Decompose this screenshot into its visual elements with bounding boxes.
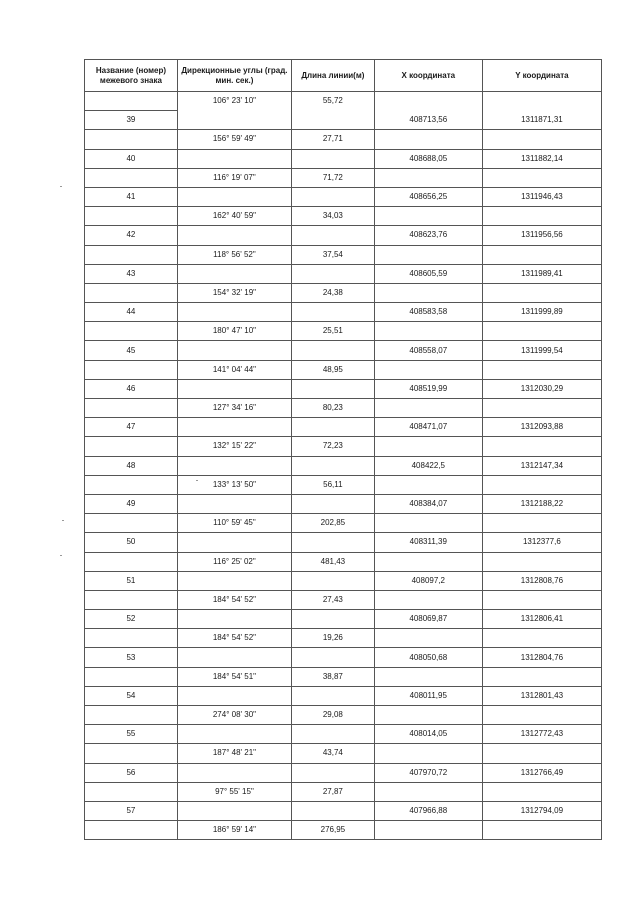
bearing-angle-cell (177, 725, 291, 744)
x-coordinate-cell: 408050,68 (374, 648, 482, 667)
line-length-cell (291, 226, 374, 245)
x-coordinate-cell (374, 514, 482, 533)
point-name-cell: 47 (85, 418, 178, 437)
boundary-coordinates-table (84, 59, 602, 840)
segment-row (85, 92, 602, 111)
line-length-cell: 72,23 (291, 437, 374, 456)
segment-row (85, 514, 602, 533)
bearing-angle-cell (177, 418, 291, 437)
y-coordinate-cell: 1312794,09 (482, 801, 601, 820)
y-coordinate-cell: 1312030,29 (482, 379, 601, 398)
point-name-cell: 50 (85, 533, 178, 552)
line-length-cell (291, 187, 374, 206)
header-x-coordinate: X координата (374, 60, 482, 92)
y-coordinate-cell: 1311871,31 (482, 111, 601, 130)
bearing-angle-cell: 132° 15' 22" (177, 437, 291, 456)
x-coordinate-cell: 408311,39 (374, 533, 482, 552)
segment-row (85, 130, 602, 149)
y-coordinate-cell (482, 667, 601, 686)
point-name-cell: 43 (85, 264, 178, 283)
bearing-angle-cell: 162° 40' 59" (177, 207, 291, 226)
line-length-cell: 56,11 (291, 475, 374, 494)
y-coordinate-cell (482, 245, 601, 264)
y-coordinate-cell: 1312804,76 (482, 648, 601, 667)
point-row (85, 648, 602, 667)
header-line-length: Длина линии(м) (291, 60, 374, 92)
point-row (85, 571, 602, 590)
line-length-cell: 48,95 (291, 360, 374, 379)
line-length-cell: 38,87 (291, 667, 374, 686)
bearing-angle-cell: 180° 47' 10" (177, 322, 291, 341)
segment-row (85, 821, 602, 840)
segment-row (85, 706, 602, 725)
y-coordinate-cell (482, 706, 601, 725)
y-coordinate-cell: 1311956,56 (482, 226, 601, 245)
point-name-cell: 55 (85, 725, 178, 744)
segment-row (85, 552, 602, 571)
x-coordinate-cell (374, 168, 482, 187)
x-coordinate-cell: 408688,05 (374, 149, 482, 168)
line-length-cell: 43,74 (291, 744, 374, 763)
line-length-cell: 481,43 (291, 552, 374, 571)
line-length-cell (291, 418, 374, 437)
bearing-angle-cell (177, 226, 291, 245)
point-name-cell: 39 (85, 111, 178, 130)
point-row (85, 149, 602, 168)
y-coordinate-cell (482, 399, 601, 418)
point-name-cell: 45 (85, 341, 178, 360)
point-row (85, 264, 602, 283)
bearing-angle-cell: 154° 32' 19" (177, 283, 291, 302)
header-bearing-angle: Дирекционные углы (град. мин. сек.) (177, 60, 291, 92)
bearing-angle-cell (177, 801, 291, 820)
x-coordinate-cell (374, 706, 482, 725)
bearing-angle-cell: 187° 48' 21" (177, 744, 291, 763)
point-name-cell (85, 322, 178, 341)
y-coordinate-cell (482, 130, 601, 149)
point-name-cell (85, 475, 178, 494)
line-length-cell: 19,26 (291, 629, 374, 648)
point-name-cell: 57 (85, 801, 178, 820)
bearing-angle-cell: 110° 59' 45" (177, 514, 291, 533)
line-length-cell: 27,43 (291, 590, 374, 609)
x-coordinate-cell: 408471,07 (374, 418, 482, 437)
header-y-coordinate: Y координата (482, 60, 601, 92)
line-length-cell (291, 379, 374, 398)
y-coordinate-cell (482, 552, 601, 571)
point-row (85, 686, 602, 705)
y-coordinate-cell: 1312772,43 (482, 725, 601, 744)
segment-row (85, 168, 602, 187)
segment-row (85, 744, 602, 763)
point-name-cell: 41 (85, 187, 178, 206)
segment-row (85, 245, 602, 264)
point-name-cell (85, 821, 178, 840)
x-coordinate-cell (374, 552, 482, 571)
bearing-angle-cell (177, 571, 291, 590)
line-length-cell (291, 725, 374, 744)
x-coordinate-cell (374, 322, 482, 341)
line-length-cell: 202,85 (291, 514, 374, 533)
table-body (85, 92, 602, 840)
point-row (85, 341, 602, 360)
line-length-cell (291, 264, 374, 283)
bearing-angle-cell: 133° 13' 50" (177, 475, 291, 494)
point-row (85, 187, 602, 206)
x-coordinate-cell (374, 667, 482, 686)
y-coordinate-cell: 1312147,34 (482, 456, 601, 475)
y-coordinate-cell: 1312766,49 (482, 763, 601, 782)
point-row (85, 303, 602, 322)
segment-row (85, 207, 602, 226)
x-coordinate-cell: 408713,56 (374, 111, 482, 130)
point-row (85, 610, 602, 629)
bearing-angle-cell (177, 264, 291, 283)
line-length-cell (291, 341, 374, 360)
x-coordinate-cell (374, 590, 482, 609)
x-coordinate-cell: 408583,58 (374, 303, 482, 322)
header-point-name: Название (номер) межевого знака (85, 60, 178, 92)
point-name-cell (85, 667, 178, 686)
scan-speck (60, 555, 62, 556)
y-coordinate-cell: 1311989,41 (482, 264, 601, 283)
point-row (85, 456, 602, 475)
x-coordinate-cell (374, 437, 482, 456)
x-coordinate-cell (374, 92, 482, 111)
x-coordinate-cell (374, 821, 482, 840)
y-coordinate-cell: 1312806,41 (482, 610, 601, 629)
y-coordinate-cell (482, 360, 601, 379)
line-length-cell: 276,95 (291, 821, 374, 840)
x-coordinate-cell: 408097,2 (374, 571, 482, 590)
bearing-angle-cell (177, 303, 291, 322)
line-length-cell: 25,51 (291, 322, 374, 341)
point-name-cell (85, 629, 178, 648)
y-coordinate-cell (482, 322, 601, 341)
point-name-cell (85, 399, 178, 418)
y-coordinate-cell (482, 514, 601, 533)
line-length-cell (291, 149, 374, 168)
x-coordinate-cell: 408422,5 (374, 456, 482, 475)
bearing-angle-cell (177, 494, 291, 513)
bearing-angle-cell: 127° 34' 16" (177, 399, 291, 418)
x-coordinate-cell (374, 782, 482, 801)
point-name-cell (85, 552, 178, 571)
y-coordinate-cell: 1311882,14 (482, 149, 601, 168)
point-name-cell (85, 782, 178, 801)
scan-speck (62, 520, 64, 521)
point-name-cell (85, 744, 178, 763)
y-coordinate-cell: 1311999,89 (482, 303, 601, 322)
y-coordinate-cell (482, 283, 601, 302)
bearing-angle-cell: 116° 19' 07" (177, 168, 291, 187)
segment-row (85, 437, 602, 456)
point-name-cell (85, 92, 178, 111)
line-length-cell: 27,87 (291, 782, 374, 801)
x-coordinate-cell: 408519,99 (374, 379, 482, 398)
bearing-angle-cell (177, 686, 291, 705)
point-name-cell (85, 130, 178, 149)
point-name-cell: 42 (85, 226, 178, 245)
point-row (85, 494, 602, 513)
x-coordinate-cell: 408605,59 (374, 264, 482, 283)
segment-row (85, 322, 602, 341)
y-coordinate-cell: 1312808,76 (482, 571, 601, 590)
point-row (85, 763, 602, 782)
bearing-angle-cell: 141° 04' 44" (177, 360, 291, 379)
segment-row (85, 283, 602, 302)
point-name-cell (85, 360, 178, 379)
segment-row (85, 590, 602, 609)
y-coordinate-cell: 1312188,22 (482, 494, 601, 513)
point-name-cell: 40 (85, 149, 178, 168)
point-name-cell: 51 (85, 571, 178, 590)
line-length-cell: 29,08 (291, 706, 374, 725)
x-coordinate-cell: 408069,87 (374, 610, 482, 629)
point-name-cell (85, 514, 178, 533)
point-name-cell (85, 706, 178, 725)
point-row (85, 226, 602, 245)
segment-row (85, 360, 602, 379)
bearing-angle-cell (177, 763, 291, 782)
point-name-cell (85, 437, 178, 456)
x-coordinate-cell: 408656,25 (374, 187, 482, 206)
line-length-cell (291, 610, 374, 629)
x-coordinate-cell (374, 130, 482, 149)
segment-row (85, 629, 602, 648)
line-length-cell: 37,54 (291, 245, 374, 264)
line-length-cell: 80,23 (291, 399, 374, 418)
point-name-cell: 52 (85, 610, 178, 629)
y-coordinate-cell: 1312093,88 (482, 418, 601, 437)
point-name-cell: 54 (85, 686, 178, 705)
segment-row (85, 475, 602, 494)
x-coordinate-cell (374, 245, 482, 264)
line-length-cell: 34,03 (291, 207, 374, 226)
x-coordinate-cell (374, 360, 482, 379)
x-coordinate-cell: 408558,07 (374, 341, 482, 360)
line-length-cell (291, 801, 374, 820)
y-coordinate-cell (482, 590, 601, 609)
x-coordinate-cell: 408623,76 (374, 226, 482, 245)
x-coordinate-cell: 407966,88 (374, 801, 482, 820)
bearing-angle-cell: 106° 23' 10" (177, 92, 291, 111)
x-coordinate-cell: 408011,95 (374, 686, 482, 705)
y-coordinate-cell: 1311946,43 (482, 187, 601, 206)
point-row (85, 418, 602, 437)
bearing-angle-cell: 156° 59' 49" (177, 130, 291, 149)
bearing-angle-cell: 116° 25' 02" (177, 552, 291, 571)
line-length-cell (291, 494, 374, 513)
point-name-cell: 49 (85, 494, 178, 513)
x-coordinate-cell (374, 629, 482, 648)
y-coordinate-cell (482, 821, 601, 840)
bearing-angle-cell: 186° 59' 14" (177, 821, 291, 840)
y-coordinate-cell: 1312801,43 (482, 686, 601, 705)
scan-speck (196, 480, 198, 481)
y-coordinate-cell: 1312377,6 (482, 533, 601, 552)
point-name-cell: 46 (85, 379, 178, 398)
table-header-row (85, 60, 602, 92)
x-coordinate-cell (374, 283, 482, 302)
point-name-cell (85, 168, 178, 187)
x-coordinate-cell (374, 207, 482, 226)
y-coordinate-cell (482, 207, 601, 226)
line-length-cell: 24,38 (291, 283, 374, 302)
line-length-cell: 27,71 (291, 130, 374, 149)
bearing-angle-cell: 184° 54' 52" (177, 629, 291, 648)
point-row (85, 725, 602, 744)
segment-row (85, 782, 602, 801)
x-coordinate-cell (374, 475, 482, 494)
bearing-angle-cell (177, 610, 291, 629)
point-name-cell: 48 (85, 456, 178, 475)
line-length-cell (291, 648, 374, 667)
point-row (85, 801, 602, 820)
y-coordinate-cell (482, 437, 601, 456)
x-coordinate-cell (374, 399, 482, 418)
scan-speck (60, 186, 62, 187)
bearing-angle-cell: 97° 55' 15" (177, 782, 291, 801)
bearing-angle-cell (177, 648, 291, 667)
line-length-cell (291, 686, 374, 705)
line-length-cell (291, 571, 374, 590)
segment-row (85, 399, 602, 418)
point-name-cell (85, 245, 178, 264)
y-coordinate-cell (482, 744, 601, 763)
line-length-cell (291, 303, 374, 322)
point-row (85, 379, 602, 398)
point-name-cell (85, 590, 178, 609)
y-coordinate-cell (482, 168, 601, 187)
bearing-angle-cell (177, 341, 291, 360)
line-length-cell: 55,72 (291, 92, 374, 111)
bearing-angle-cell (177, 187, 291, 206)
bearing-angle-cell: 118° 56' 52" (177, 245, 291, 264)
bearing-angle-cell (177, 111, 291, 130)
point-row (85, 533, 602, 552)
bearing-angle-cell: 274° 08' 30" (177, 706, 291, 725)
x-coordinate-cell (374, 744, 482, 763)
y-coordinate-cell (482, 475, 601, 494)
line-length-cell: 71,72 (291, 168, 374, 187)
line-length-cell (291, 111, 374, 130)
bearing-angle-cell (177, 379, 291, 398)
line-length-cell (291, 456, 374, 475)
segment-row (85, 667, 602, 686)
x-coordinate-cell: 407970,72 (374, 763, 482, 782)
bearing-angle-cell (177, 533, 291, 552)
bearing-angle-cell: 184° 54' 51" (177, 667, 291, 686)
line-length-cell (291, 763, 374, 782)
point-name-cell (85, 207, 178, 226)
bearing-angle-cell (177, 149, 291, 168)
point-row (85, 111, 602, 130)
point-name-cell: 44 (85, 303, 178, 322)
bearing-angle-cell (177, 456, 291, 475)
x-coordinate-cell: 408384,07 (374, 494, 482, 513)
y-coordinate-cell: 1311999,54 (482, 341, 601, 360)
point-name-cell: 53 (85, 648, 178, 667)
y-coordinate-cell (482, 782, 601, 801)
y-coordinate-cell (482, 92, 601, 111)
point-name-cell: 56 (85, 763, 178, 782)
y-coordinate-cell (482, 629, 601, 648)
x-coordinate-cell: 408014,05 (374, 725, 482, 744)
point-name-cell (85, 283, 178, 302)
bearing-angle-cell: 184° 54' 52" (177, 590, 291, 609)
line-length-cell (291, 533, 374, 552)
